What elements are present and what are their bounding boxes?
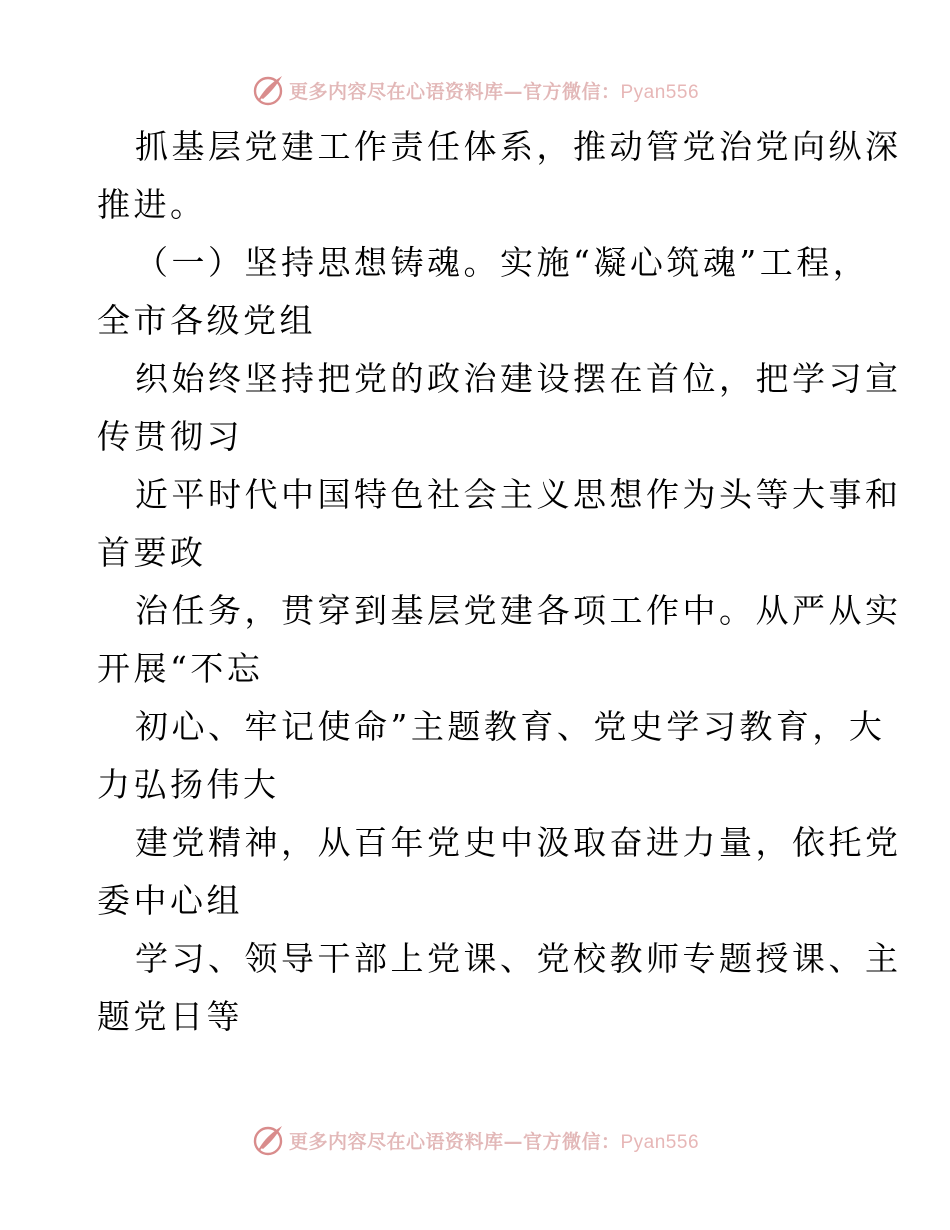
- header-watermark-id: Pyan556: [620, 81, 700, 103]
- text-line: 力弘扬伟大: [97, 765, 280, 804]
- document-body: [97, 118, 902, 1046]
- text-line: 近平时代中国特色社会主义思想作为头等大事和: [135, 475, 902, 514]
- text-line: 推进。: [97, 185, 207, 224]
- text-line: 抓基层党建工作责任体系，推动管党治党向纵深: [135, 127, 902, 166]
- header-watermark-text: 更多内容尽在心语资料库—官方微信：Pyan556: [288, 80, 700, 103]
- text-line: 织始终坚持把党的政治建设摆在首位，把学习宣: [135, 359, 902, 398]
- text-line: （一）坚持思想铸魂。实施“凝心筑魂”工程，: [135, 243, 870, 282]
- quill-pen-circle-icon: [251, 73, 285, 107]
- text-line: 治任务，贯穿到基层党建各项工作中。从严从实: [135, 591, 902, 630]
- text-line: 委中心组: [97, 881, 243, 920]
- text-line: 全市各级党组: [97, 301, 316, 340]
- quill-pen-circle-icon: [251, 1123, 285, 1157]
- text-line: 初心、牢记使命”主题教育、党史学习教育，大: [135, 707, 886, 746]
- text-line: 传贯彻习: [97, 417, 243, 456]
- header-watermark: [0, 70, 950, 110]
- footer-watermark-text: 更多内容尽在心语资料库—官方微信：Pyan556: [288, 1130, 700, 1153]
- text-line: 题党日等: [97, 997, 243, 1036]
- text-line: 学习、领导干部上党课、党校教师专题授课、主: [135, 939, 902, 978]
- text-line: 首要政: [97, 533, 207, 572]
- text-line: 开展“不忘: [97, 649, 264, 688]
- text-line: 建党精神，从百年党史中汲取奋进力量，依托党: [135, 823, 902, 862]
- footer-watermark-id: Pyan556: [620, 1131, 700, 1153]
- footer-watermark: [0, 1120, 950, 1160]
